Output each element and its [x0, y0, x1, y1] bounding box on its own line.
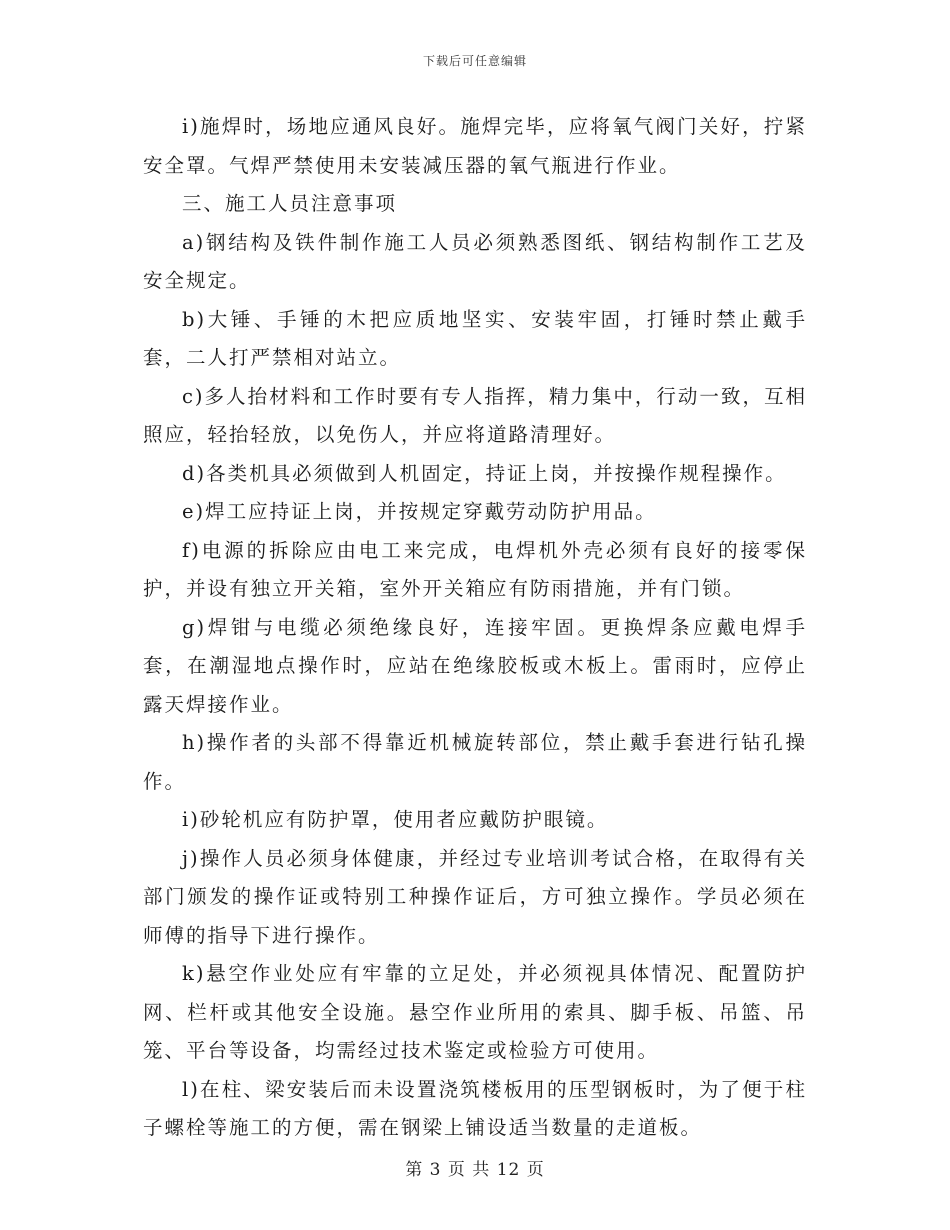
- paragraph-d: d)各类机具必须做到人机固定，持证上岗，并按操作规程操作。: [182, 461, 787, 485]
- paragraph-j: j)操作人员必须身体健康，并经过专业培训考试合格，在取得有关部门颁发的操作证或特别工种操作证后，方可独立操作。学员必须在师傅的指导下进行操作。: [143, 846, 807, 947]
- page-number: 第 3 页 共 12 页: [405, 1160, 545, 1180]
- paragraph-b: b)大锤、手锤的木把应质地坚实、安装牢固，打锤时禁止戴手套，二人打严禁相对站立。: [143, 307, 807, 369]
- paragraph-c: c)多人抬材料和工作时要有专人指挥，精力集中，行动一致，互相照应，轻抬轻放，以免伤人，并应将道路清理好。: [143, 384, 807, 446]
- paragraph-i-welding: i)施焊时，场地应通风良好。施焊完毕，应将氧气阀门关好，拧紧安全罩。气焊严禁使用未安装减压器的氧气瓶进行作业。: [143, 115, 807, 177]
- page-header: 下载后可任意编辑: [422, 54, 527, 68]
- paragraph-a: a)钢结构及铁件制作施工人员必须熟悉图纸、钢结构制作工艺及安全规定。: [143, 230, 807, 292]
- paragraph-f: f)电源的拆除应由电工来完成，电焊机外壳必须有良好的接零保护，并设有独立开关箱，室外开关箱应有防雨措施，并有门锁。: [143, 538, 807, 600]
- paragraph-l: l)在柱、梁安装后而未设置浇筑楼板用的压型钢板时，为了便于柱子螺栓等施工的方便，需在钢梁上铺设适当数量的走道板。: [143, 1077, 807, 1139]
- paragraph-g: g)焊钳与电缆必须绝缘良好，连接牢固。更换焊条应戴电焊手套，在潮湿地点操作时，应站在绝缘胶板或木板上。雷雨时，应停止露天焊接作业。: [143, 615, 807, 716]
- paragraph-k: k)悬空作业处应有牢靠的立足处，并必须视具体情况、配置防护网、栏杆或其他安全设施。悬空作业所用的索具、脚手板、吊篮、吊笼、平台等设备，均需经过技术鉴定或检验方可使用。: [143, 962, 807, 1062]
- paragraph-i-grinder: i)砂轮机应有防护罩，使用者应戴防护眼镜。: [182, 808, 609, 831]
- section-heading: 三、施工人员注意事项: [182, 192, 398, 215]
- paragraph-h: h)操作者的头部不得靠近机械旋转部位，禁止戴手套进行钻孔操作。: [143, 731, 807, 793]
- paragraph-e: e)焊工应持证上岗，并按规定穿戴劳动防护用品。: [182, 500, 657, 523]
- document-body: [143, 108, 807, 1148]
